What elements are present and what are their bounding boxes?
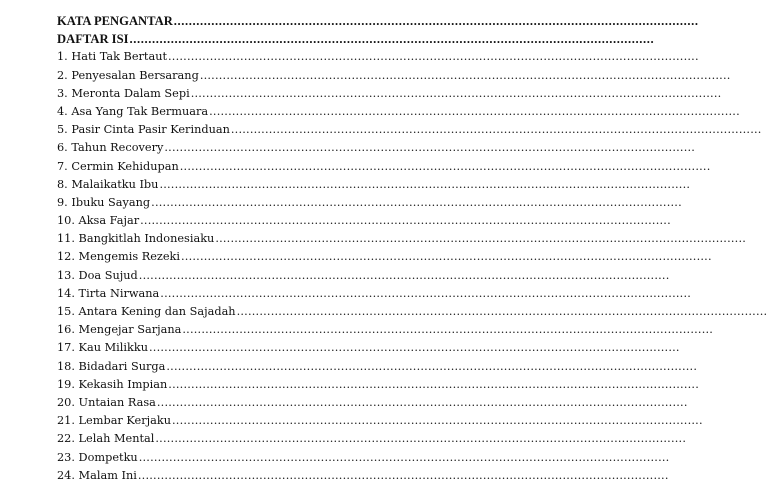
dot-leader: ............................................................................................................................................	[182, 323, 714, 337]
toc-entry	[57, 267, 670, 285]
toc-entry-title: 17. Kau Milikku	[57, 341, 148, 355]
toc-entry-title: 11. Bangkitlah Indonesiaku	[57, 232, 215, 246]
toc-entry-title: 23. Dompetku	[57, 450, 138, 464]
dot-leader: ............................................................................................................................................	[129, 32, 655, 47]
toc-entry-title: 16. Mengejar Sarjana	[57, 323, 182, 337]
toc-entry-title: 9. Ibuku Sayang	[57, 195, 151, 209]
toc-entry-title: 4. Asa Yang Tak Bermuara	[57, 104, 209, 118]
dot-leader: ............................................................................................................................................	[199, 68, 731, 82]
dot-leader: ............................................................................................................................................	[181, 250, 712, 264]
toc-entry	[57, 67, 731, 85]
toc-entry	[57, 394, 688, 412]
toc-entry	[57, 358, 698, 376]
toc-entry-title: 10. Aksa Fajar	[57, 214, 140, 228]
toc-heading-kata-pengantar	[57, 12, 699, 30]
toc-entry	[57, 194, 682, 212]
toc-entry	[57, 121, 762, 139]
dot-leader: ............................................................................................................................................	[160, 286, 692, 300]
dot-leader: ............................................................................................................................................	[166, 359, 698, 373]
toc-entry	[57, 139, 696, 157]
toc-entry	[57, 176, 691, 194]
table-of-contents	[57, 12, 767, 485]
toc-entry	[57, 321, 714, 339]
toc-heading-daftar-isi	[57, 30, 655, 48]
dot-leader: ............................................................................................................................................	[155, 432, 687, 446]
toc-heading-label: KATA PENGANTAR	[57, 14, 173, 28]
toc-entry	[57, 376, 700, 394]
toc-entry-title: 19. Kekasih Impian	[57, 377, 168, 391]
toc-entry	[57, 339, 680, 357]
dot-leader: ............................................................................................................................................	[230, 123, 762, 137]
dot-leader: ............................................................................................................................................	[137, 468, 669, 482]
dot-leader: ............................................................................................................................................	[215, 232, 747, 246]
dot-leader: ............................................................................................................................................	[148, 341, 680, 355]
dot-leader: ............................................................................................................................................	[138, 268, 670, 282]
toc-entry-title: 15. Antara Kening dan Sajadah	[57, 305, 236, 318]
toc-entry	[57, 449, 670, 467]
toc-entry-title: 5. Pasir Cinta Pasir Kerinduan	[57, 123, 230, 137]
toc-entry	[57, 212, 671, 230]
dot-leader: ............................................................................................................................................	[140, 214, 671, 228]
toc-entry-title: 22. Lelah Mental	[57, 432, 155, 446]
toc-entry	[57, 285, 692, 303]
toc-entry	[57, 103, 740, 121]
dot-leader: ............................................................................................................................................	[151, 195, 682, 209]
toc-heading-label: DAFTAR ISI	[57, 32, 129, 47]
toc-entry	[57, 430, 687, 448]
toc-entry-title: 2. Penyesalan Bersarang	[57, 68, 199, 82]
dot-leader: ............................................................................................................................................	[156, 395, 688, 409]
dot-leader: ............................................................................................................................................	[164, 141, 696, 155]
dot-leader: ............................................................................................................................................	[172, 414, 703, 428]
dot-leader: ............................................................................................................................................	[138, 450, 670, 464]
toc-entry-title: 3. Meronta Dalam Sepi	[57, 86, 190, 100]
toc-entry-title: 18. Bidadari Surga	[57, 359, 166, 373]
dot-leader: ............................................................................................................................................	[168, 377, 700, 391]
toc-entry-title: 21. Lembar Kerjaku	[57, 414, 171, 428]
dot-leader: ............................................................................................................................................	[179, 159, 711, 173]
toc-entry	[57, 303, 767, 321]
toc-entry-title: 1. Hati Tak Bertaut	[57, 50, 168, 64]
dot-leader: ............................................................................................................................................	[209, 104, 740, 118]
dot-leader: ............................................................................................................................................	[168, 50, 699, 64]
toc-entry	[57, 85, 722, 103]
dot-leader: ............................................................................................................................................	[173, 14, 699, 28]
toc-entry	[57, 248, 712, 266]
dot-leader: ............................................................................................................................................	[236, 305, 767, 318]
toc-entry-title: 14. Tirta Nirwana	[57, 286, 160, 300]
toc-entry	[57, 230, 747, 248]
dot-leader: ............................................................................................................................................	[159, 177, 691, 191]
toc-entry-title: 6. Tahun Recovery	[57, 141, 164, 155]
toc-entry	[57, 412, 703, 430]
toc-entry	[57, 48, 699, 66]
toc-entry-title: 7. Cermin Kehidupan	[57, 159, 179, 173]
toc-entry-title: 24. Malam Ini	[57, 468, 137, 482]
toc-entry	[57, 467, 669, 485]
toc-entry-title: 8. Malaikatku Ibu	[57, 177, 159, 191]
dot-leader: ............................................................................................................................................	[190, 86, 722, 100]
toc-entry-title: 13. Doa Sujud	[57, 268, 138, 282]
toc-entry	[57, 158, 711, 176]
toc-entry-title: 12. Mengemis Rezeki	[57, 250, 181, 264]
toc-entry-title: 20. Untaian Rasa	[57, 395, 156, 409]
